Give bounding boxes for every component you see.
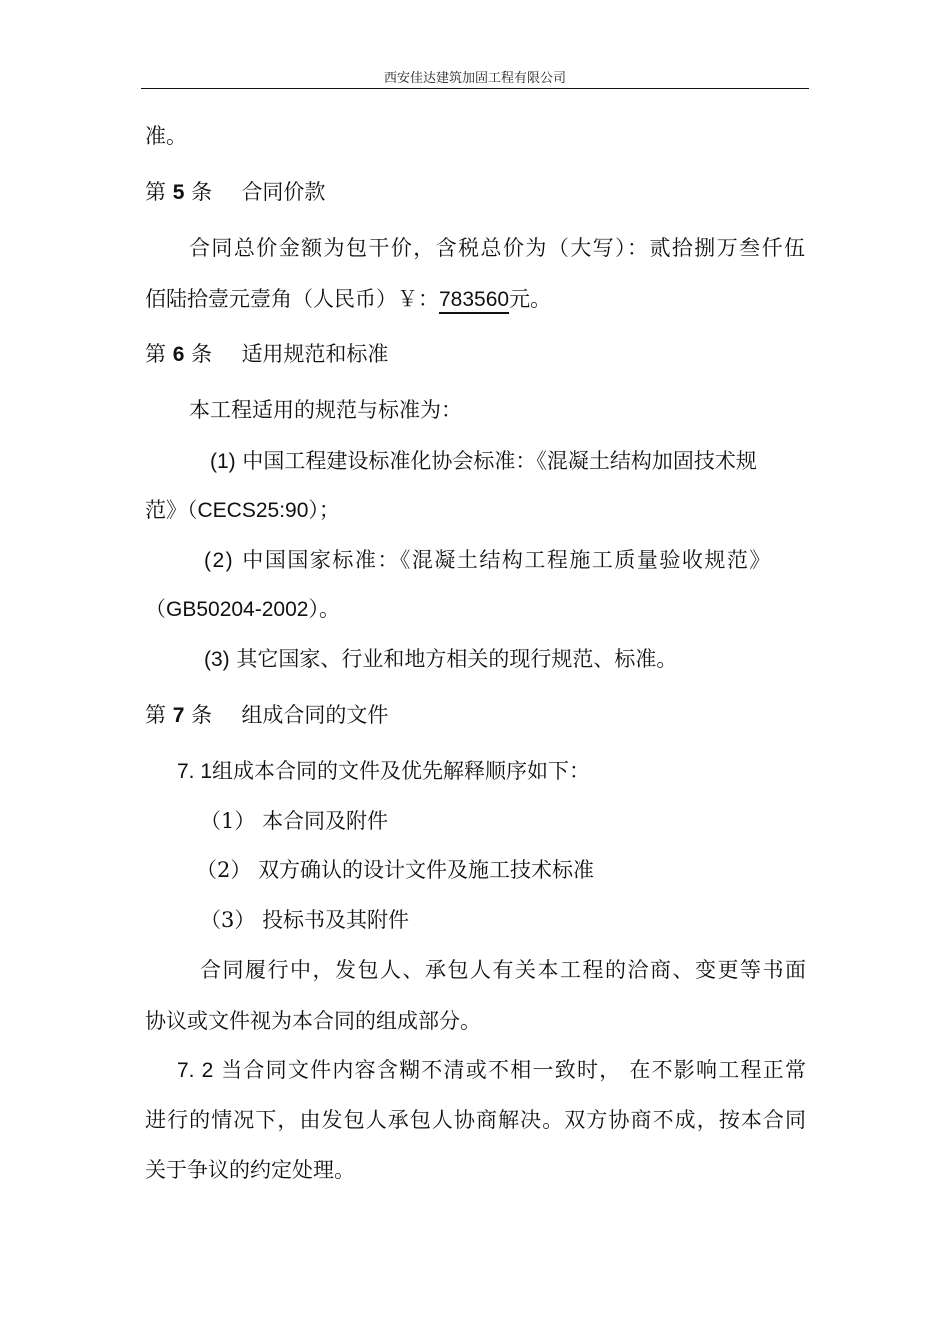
document-item-2	[196, 855, 594, 885]
clause-7-2-line-3: 关于争议的约定处理。	[145, 1158, 355, 1182]
standard-3-number: (3)	[204, 648, 230, 671]
standard-1-bracket-close: ）；	[308, 498, 340, 522]
article-6-title: 适用规范和标准	[241, 342, 389, 366]
standard-1-text: 中国工程建设标准化协会标准：《混凝土结构加固技术规	[242, 449, 757, 473]
standard-2-text: 中国国家标准：《混凝土结构工程施工质量验收规范》	[242, 548, 772, 572]
article-7-suffix: 条	[191, 703, 213, 727]
standard-2-line-1	[204, 545, 806, 576]
clause-7-2-line-1	[177, 1055, 806, 1086]
article-5-suffix: 条	[191, 180, 213, 204]
document-item-3	[200, 905, 409, 935]
header-rule	[141, 88, 809, 89]
price-text: 佰陆拾壹元壹角（人民币）￥：	[145, 287, 439, 311]
standard-2-line-2	[145, 594, 340, 625]
contract-note-line-2: 协议或文件视为本合同的组成部分。	[145, 1009, 481, 1033]
article-5-title: 合同价款	[241, 180, 326, 204]
standard-1-code: CECS25:90	[197, 499, 309, 522]
article-7-heading	[145, 700, 388, 731]
document-item-3-number: （3）	[200, 908, 256, 932]
clause-7-1-number: 7. 1	[177, 760, 213, 783]
clause-7-2-number: 7. 2	[177, 1059, 214, 1082]
article-5-heading	[145, 177, 325, 208]
document-item-1	[200, 806, 388, 836]
article-6-number: 6	[172, 343, 185, 366]
document-item-1-number: （1）	[200, 809, 256, 833]
price-line-2	[145, 284, 551, 315]
standard-3-text: 其它国家、行业和地方相关的现行规范、标准。	[236, 647, 678, 671]
price-line-1: 合同总价金额为包干价，含税总价为（大写）：贰拾捌万叁仟伍	[189, 236, 805, 260]
standards-intro: 本工程适用的规范与标准为：	[189, 398, 462, 422]
article-6-suffix: 条	[191, 342, 213, 366]
document-item-2-number: （2）	[196, 858, 252, 882]
document-item-3-text: 投标书及其附件	[262, 908, 410, 932]
article-5-prefix: 第	[145, 180, 166, 204]
article-7-prefix: 第	[145, 703, 166, 727]
article-5-number: 5	[172, 181, 185, 204]
document-item-2-text: 双方确认的设计文件及施工技术标准	[258, 858, 595, 882]
article-6-prefix: 第	[145, 342, 166, 366]
article-7-title: 组成合同的文件	[241, 703, 389, 727]
page-header: 西安佳达建筑加固工程有限公司	[383, 71, 566, 86]
standard-2-code: GB50204-2002	[166, 598, 309, 621]
standard-2-bracket-close: ）。	[308, 597, 340, 621]
standard-1-line-2	[145, 495, 340, 526]
article-7-number: 7	[172, 704, 185, 727]
standard-1-number: (1)	[210, 450, 236, 473]
standard-2-number: (2)	[204, 549, 235, 572]
clause-7-2-text: 当合同文件内容含糊不清或不相一致时， 在不影响工程正常	[221, 1058, 806, 1082]
price-amount: 783560	[439, 288, 509, 314]
clause-7-1	[177, 756, 590, 787]
standard-3	[204, 644, 677, 675]
clause-7-2-line-2: 进行的情况下，由发包人承包人协商解决。双方协商不成，按本合同	[145, 1108, 806, 1132]
article-6-heading	[145, 339, 388, 370]
continuation-line: 准。	[145, 124, 187, 148]
standard-1-line-1	[210, 446, 806, 477]
clause-7-1-text: 组成本合同的文件及优先解释顺序如下：	[212, 759, 591, 783]
document-item-1-text: 本合同及附件	[262, 809, 389, 833]
price-unit: 元。	[509, 287, 552, 311]
standard-2-bracket-open: （	[145, 597, 166, 621]
contract-note-line-1: 合同履行中，发包人、承包人有关本工程的洽商、变更等书面	[200, 958, 806, 982]
standard-1-bracket-open: 范》（	[145, 498, 198, 522]
